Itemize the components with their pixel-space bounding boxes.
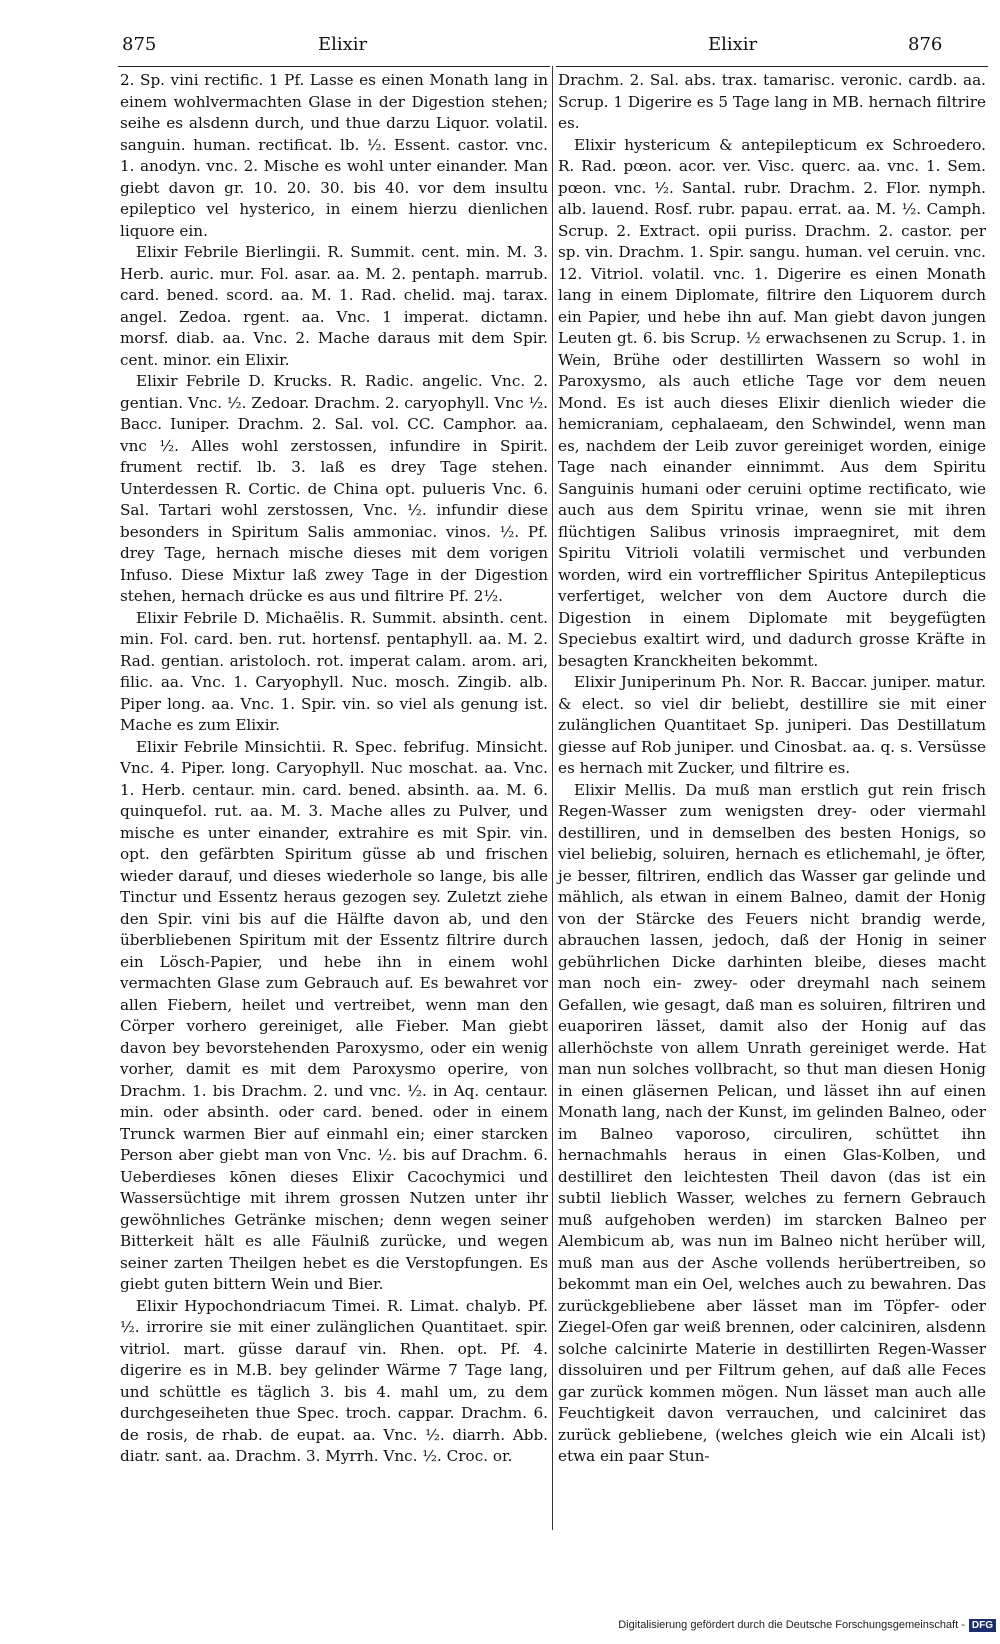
left-column [120,70,548,1468]
page-number-right: 876 [908,34,943,55]
dfg-logo: DFG [969,1619,996,1632]
left-entry: Elixir Hypochondriacum Timei. R. Limat. chalyb. Pf. ½. irrorire sie mit einer zulänglichen Quantitaet. spir. vitriol. mart. güsse darauf vin. Rhen. opt. Pf. 4. digerire es in M.B. bey gelinder Wärme 7 Tage lang, und schüttle es täglich 3. bis 4. mahl um, zu dem durchgeseiheten thue Spec. troch. cappar. Drachm. 6. de rosis, de rhab. de eupat. aa. Vnc. ½. diarrh. Abb. diatr. sant. aa. Drachm. 3. Myrrh. Vnc. ½. Croc. or. [120,1296,548,1465]
left-entry: Elixir Febrile D. Michaëlis. R. Summit. absinth. cent. min. Fol. card. ben. rut. hortensf. pentaphyll. aa. M. 2. Rad. gentian. aristoloch. rot. imperat calam. arom. ari, filic. aa. Vnc. 1. Caryophyll. Nuc. mosch. Zingib. alb. Piper long. aa. Vnc. 1. Spir. vin. so viel als genung ist. Mache es zum Elixir. [120,608,548,734]
header-rule-left [118,66,550,67]
running-title-right: Elixir [708,34,758,55]
page-number-left: 875 [122,34,157,55]
right-column [558,70,986,1468]
footer-text: Digitalisierung gefördert durch die Deutsche Forschungsgemeinschaft - [618,1619,965,1631]
right-entry: Elixir hystericum & antepilepticum ex Schroedero. R. Rad. pœon. acor. ver. Visc. querc. aa. vnc. 1. Sem. pœon. vnc. ½. Santal. rubr. Drachm. 2. Flor. nymph. alb. lauend. Rosf. rubr. papau. errat. aa. M. ½. Camph. Scrup. 2. Extract. opii puriss. Drachm. 2. castor. per sp. vin. Drachm. 1. Spir. sangu. human. vel ceruin. vnc. 12. Vitriol. volatil. vnc. 1. Digerire es einen Monath lang in einem Diplomate, filtrire den Liquorem durch ein Papier, und hebe ihn auf. Man giebt davon jungen Leuten gt. 6. bis Scrup. ½ erwachsenen zu Scrup. 1. in Wein, Brühe oder destillirten Wassern so wohl in Paroxysmo, als auch etliche Tage vor dem neuen Mond. Es ist auch dieses Elixir dienlich wieder die hemicraniam, cephalaeam, den Schwindel, wenn man es, nachdem der Leib zuvor gereiniget worden, einige Tage nach einander einnimmt. Aus dem Spiritu Sanguinis humani oder ceruini optime rectificato, wie auch aus dem Spiritu vrinae, wenn sie mit ihren flüchtigen Salibus vrinosis impraegniret, mit dem Spiritu Vitrioli volatili vermischet und verbunden worden, wird ein vortrefflicher Spiritus Antepilepticus verfertiget, welcher von dem Auctore durch die Digestion in einem Diplomate mit beygefügten Speciebus exaltirt wird, und dadurch grosse Kräfte in besagten Kranckheiten bekommt. [558,135,986,670]
right-entry: Elixir Mellis. Da muß man erstlich gut rein frisch Regen-Wasser zum wenigsten drey- oder viermahl destilliren, und in demselben des besten Honigs, so viel beliebig, soluiren, hernach es etlichemahl, je öfter, je besser, filtriren, endlich das Wasser gar gelinde und mählich, als etwan in einem Balneo, damit der Honig von der Stärcke des Feuers nicht brandig werde, abrauchen lassen, jedoch, daß der Honig in seiner gebührlichen Dicke darhinten bleibe, dieses macht man noch ein- zwey- oder dreymahl nach seinem Gefallen, wie gesagt, daß man es soluiren, filtriren und euaporiren lässet, damit also der Honig auf das allerhöchste von allem Unrath gereiniget werde. Hat man nun solches vollbracht, so thut man diesen Honig in einen gläsernen Pelican, und lässet ihn auf einen Monath lang, nach der Kunst, im gelinden Balneo, oder im Balneo vaporoso, circuliren, schüttet ihn hernachmahls heraus in einen Glas-Kolben, und destilliret den leichtesten Theil davon (das ist ein subtil lieblich Wasser, welches zu fernern Gebrauch muß aufgehoben werden) im starcken Balneo per Alembicum ab, was nun im Balneo nicht herüber will, muß man aus der Asche vollends herübertreiben, so bekommt man ein Oel, welches auch zu bewahren. Das zurückgebliebene aber lässet man im Töpfer- oder Ziegel-Ofen gar weiß brennen, oder calciniren, alsdenn solche calcinirte Materie in destillirten Regen-Wasser dissoluiren und per Filtrum gehen, auf daß alle Feces gar zurück kommen mögen. Nun lässet man auch alle Feuchtigkeit davon verrauchen, und calciniret das zurück gebliebene, (welches gleich wie ein Alcali ist) etwa ein paar Stun- [558,780,986,1465]
right-entry: Elixir Juniperinum Ph. Nor. R. Baccar. juniper. matur. & elect. so viel dir beliebt, destillire sie mit einer zulänglichen Quantitaet Sp. juniperi. Das Destillatum giesse auf Rob juniper. und Cinosbat. aa. q. s. Versüsse es hernach mit Zucker, und filtrire es. [558,673,986,777]
running-title-left: Elixir [318,34,368,55]
left-entry: Elixir Febrile Bierlingii. R. Summit. cent. min. M. 3. Herb. auric. mur. Fol. asar. aa. M. 2. pentaph. marrub. card. bened. scord. aa. M. 1. Rad. chelid. maj. tarax. angel. Zedoa. rgent. aa. Vnc. 1 imperat. dictamn. morsf. diab. aa. Vnc. 2. Mache daraus mit dem Spir. cent. minor. ein Elixir. [120,243,548,369]
header-rule-right [556,66,988,67]
digitization-footer [600,1614,996,1636]
left-entry: Elixir Febrile D. Krucks. R. Radic. angelic. Vnc. 2. gentian. Vnc. ½. Zedoar. Drachm. 2. caryophyll. Vnc ½. Bacc. Iuniper. Drachm. 2. Sal. vol. CC. Camphor. aa. vnc ½. Alles wohl zerstossen, infundire in Spirit. frument rectif. lb. 3. laß es drey Tage stehen. Unterdessen R. Cortic. de China opt. pulueris Vnc. 6. Sal. Tartari wohl zerstossen, Vnc. ½. infundir diese besonders in Spiritum Salis ammoniac. vinos. ½. Pf. drey Tage, hernach mische dieses mit dem vorigen Infuso. Diese Mixtur laß zwey Tage in der Digestion stehen, hernach drücke es aus und filtrire Pf. 2½. [120,372,548,605]
left-paragraph: 2. Sp. vini rectific. 1 Pf. Lasse es einen Monath lang in einem wohlvermachten Glase in der Digestion stehen; seihe es alsdenn durch, und thue darzu Liquor. volatil. sanguin. human. rectificat. lb. ½. Essent. castor. vnc. 1. anodyn. vnc. 2. Mische es wohl unter einander. Man giebt davon gr. 10. 20. 30. bis 40. vor dem insultu epileptico vel hysterico, in einem hierzu dienlichen liquore ein. [120,71,548,240]
left-entry: Elixir Febrile Minsichtii. R. Spec. febrifug. Minsicht. Vnc. 4. Piper. long. Caryophyll. Nuc moschat. aa. Vnc. 1. Herb. centaur. min. card. bened. absinth. aa. M. 6. quinquefol. rut. aa. M. 3. Mache alles zu Pulver, und mische es unter einander, extrahire es mit Spir. vin. opt. den gefärbten Spiritum güsse ab und frischen wieder darauf, und dieses wiederhole so lange, bis alle Tinctur und Essentz heraus gezogen sey. Zuletzt ziehe den Spir. vini bis auf die Hälfte davon ab, und den überbliebenen Spiritum mit der Essentz filtrire durch ein Lösch-Papier, und hebe ihn in einem wohl vermachten Glase zum Gebrauch auf. Es bewahret vor allen Fiebern, heilet und vertreibet, wenn man den Cörper vorhero gereiniget, alle Fieber. Man giebt davon bey bevorstehenden Paroxysmo, oder ein wenig vorher, damit es mit dem Paroxysmo operire, von Drachm. 1. bis Drachm. 2. und vnc. ½. in Aq. centaur. min. oder absinth. oder card. bened. oder in einem Trunck warmen Bier auf einmahl ein; einer starcken Person aber giebt man von Vnc. ½. bis auf Drachm. 6. Ueberdieses kōnen dieses Elixir Cacochymici und Wassersüchtige mit ihrem grossen Nutzen unter ihr gewöhnliches Getränke mischen; denn wegen seiner Bitterkeit hält es alle Fäulniß zurücke, und wegen seiner zarten Theilgen hebet es die Verstopfungen. Es giebt guten bittern Wein und Bier. [120,737,548,1293]
column-divider [552,66,553,1530]
right-paragraph: Drachm. 2. Sal. abs. trax. tamarisc. veronic. cardb. aa. Scrup. 1 Digerire es 5 Tage lang in MB. hernach filtrire es. [558,71,986,132]
